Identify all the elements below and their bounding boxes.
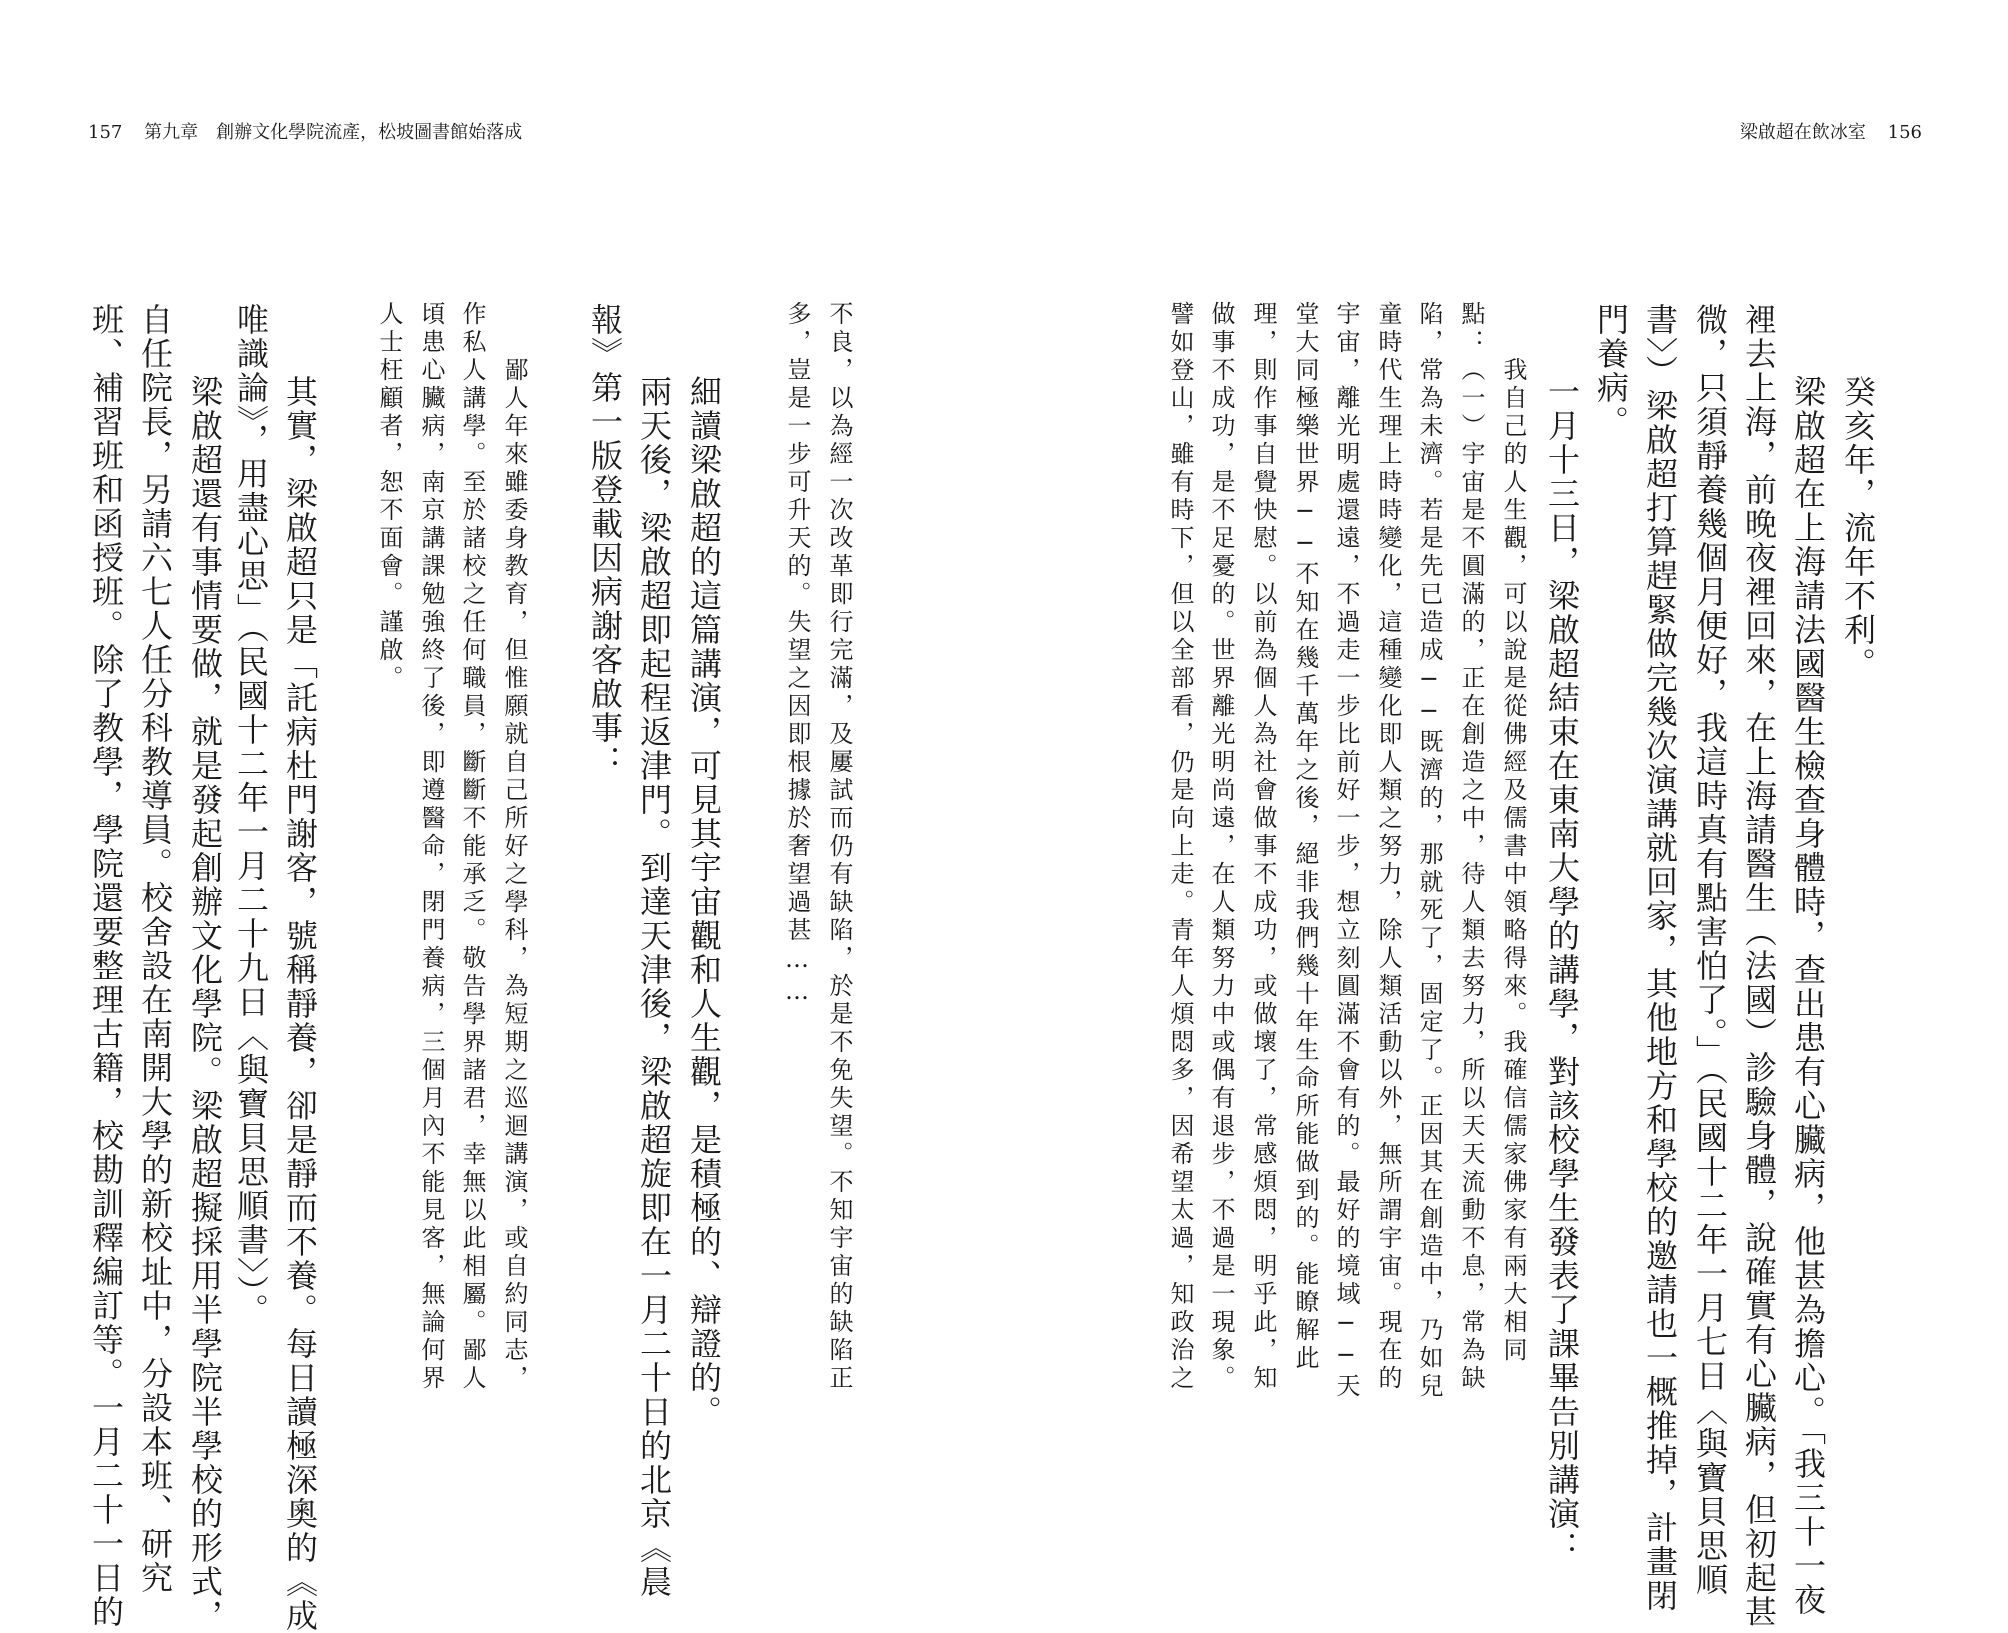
text-column: 童時代生理上時時變化，這種變化即人類之努力，除人類活動以外，無所謂宇宙。現在的 — [1374, 301, 1402, 1393]
running-header-left — [88, 118, 538, 144]
text-column: 頃患心臟病，南京講課勉強終了後，即遵醫命，閉門養病，三個月內不能見客，無論何界 — [417, 301, 445, 1393]
book-title: 梁啟超在飲冰室 — [1739, 122, 1866, 143]
text-column: 鄙人年來雖委身教育，但惟願就自己所好之學科，為短期之巡迴講演，或自約同志， — [500, 357, 528, 1393]
text-column: 作私人講學。至於諸校之任何職員，斷斷不能承乏。敬告學界諸君，幸無以此相屬。鄙人 — [458, 301, 486, 1393]
text-column: 一月十三日，梁啟超結束在東南大學的講學，對該校學生發表了課畢告別講演： — [1543, 375, 1581, 1565]
text-column: 梁啟超在上海請法國醫生檢查身體時，查出患有心臟病，他甚為擔心。「我三十一夜 — [1789, 375, 1827, 1617]
text-column: 班、補習班和函授班。除了教學，學院還要整理古籍，校勘訓釋編訂等。一月二十一日的 — [87, 303, 125, 1629]
text-column: 微，只須靜養幾個月便好，我這時真有點害怕了。」（民國十二年一月七日〈與寶貝思順 — [1691, 303, 1729, 1597]
text-column: 細讀梁啟超的這篇講演，可見其宇宙觀和人生觀，是積極的、辯證的。 — [685, 375, 723, 1429]
text-column: 譬如登山，雖有時下，但以全部看，仍是向上走。青年人煩悶多，因希望太過，知政治之 — [1166, 301, 1194, 1393]
page-number-right: 156 — [1887, 122, 1922, 143]
text-column: 報》第一版登載因病謝客啟事： — [586, 303, 624, 779]
text-column: 堂大同極樂世界──不知在幾千萬年之後，絕非我們幾十年生命所能做到的。能瞭解此 — [1291, 301, 1319, 1373]
text-column: 門養病。 — [1592, 303, 1630, 439]
text-column: 陷，常為未濟。若是先已造成──既濟的，那就死了，固定了。正因其在創造中，乃如兒 — [1415, 301, 1443, 1401]
text-column: 理，則作事自覺快慰。以前為個人為社會做事不成功，或做壞了，常感煩悶，明乎此，知 — [1249, 301, 1277, 1393]
text-column: 癸亥年，流年不利。 — [1839, 375, 1877, 681]
text-column: 宇宙，離光明處還遠，不過走一步比前好一步，想立刻圓滿不會有的。最好的境域──天 — [1332, 301, 1360, 1401]
text-column: 裡去上海，前晚夜裡回來，在上海請醫生（法國）診驗身體，說確實有心臟病，但初起甚 — [1740, 303, 1778, 1629]
page-number-left: 157 — [88, 122, 123, 143]
text-column: 唯識論》，用盡心思」（民國十二年一月二十九日〈與寶貝思順書〉）。 — [232, 303, 270, 1327]
text-column: 我自己的人生觀，可以說是從佛經及儒書中領略得來。我確信儒家佛家有兩大相同 — [1499, 357, 1527, 1365]
text-column: 兩天後，梁啟超即起程返津門。到達天津後，梁啟超旋即在一月二十日的北京《晨 — [635, 375, 673, 1599]
text-column: 人士枉顧者，恕不面會。謹啟。 — [375, 301, 403, 693]
text-column: 不良，以為經一次改革即行完滿，及屢試而仍有缺陷，於是不免失望。不知宇宙的缺陷正 — [825, 301, 853, 1393]
chapter-title: 第九章 創辦文化學院流產，松坡圖書館始落成 — [144, 122, 523, 143]
running-header-right — [1740, 118, 1922, 144]
text-column: 書〉）梁啟超打算趕緊做完幾次演講就回家，其他地方和學校的邀請也一概推掉，計畫閉 — [1641, 303, 1679, 1613]
text-column: 自任院長，另請六七人任分科教導員。校舍設在南開大學的新校址中，分設本班、研究 — [136, 303, 174, 1595]
text-column: 其實，梁啟超只是「託病杜門謝客，號稱靜養，卻是靜而不養。每日讀極深奧的《成 — [281, 375, 319, 1633]
text-column: 多，豈是一步可升天的。失望之因即根據於奢望過甚…… — [783, 301, 811, 1009]
text-column: 梁啟超還有事情要做，就是發起創辦文化學院。梁啟超擬採用半學院半學校的形式， — [186, 375, 224, 1633]
text-column: 點：（一）宇宙是不圓滿的，正在創造之中，待人類去努力，所以天天流動不息，常為缺 — [1457, 301, 1485, 1393]
text-column: 做事不成功，是不足憂的。世界離光明尚遠，在人類努力中或偶有退步，不過是一現象。 — [1207, 301, 1235, 1393]
